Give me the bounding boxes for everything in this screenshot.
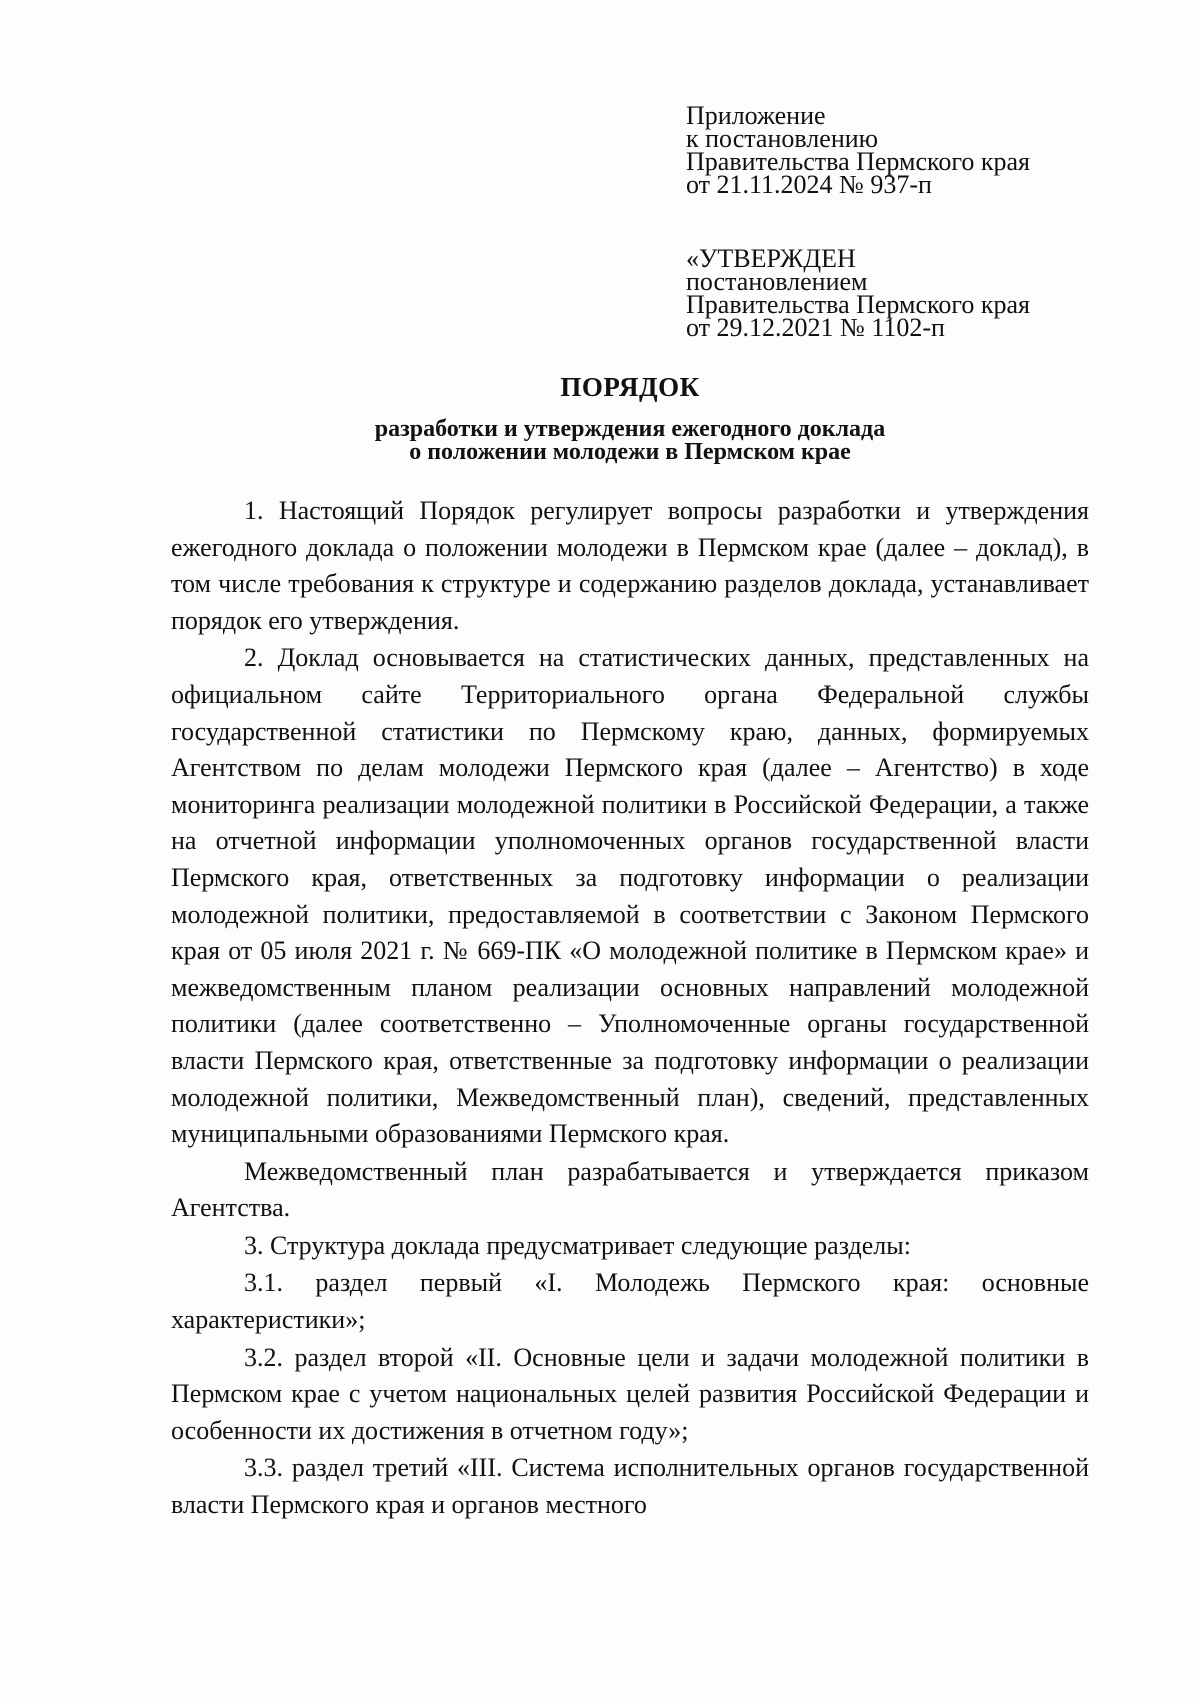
- appendix-line-1: Приложение: [686, 101, 826, 130]
- appendix-line-2: к постановлению: [686, 124, 879, 153]
- document-title: ПОРЯДОК: [560, 372, 700, 402]
- appendix-line-4: от 21.11.2024 № 937-п: [686, 170, 932, 199]
- paragraph-7: 3.3. раздел третий «III. Система исполнительных органов государственной власти Пермского края и органов местного: [171, 1453, 1089, 1520]
- paragraph-2: 2. Доклад основывается на статистических данных, представленных на официальном сайте Территориального органа Федеральной службы государственной статистики по Пермскому краю, данных, формируемых Агентством по делам молодежи Пермского края (далее – Агентство) в ходе мониторинга реализации молодежной политики в Российской Федерации, а также на отчетной информации уполномоченных органов государственной власти Пермского края, ответственных за подготовку информации о реализации молодежной политики, предоставляемой в соответствии с Законом Пермского края от 05 июля 2021 г. № 669-ПК «О молодежной политике в Пермском крае» и межведомственным планом реализации основных направлений молодежной политики (далее соответственно – Уполномоченные органы государственной власти Пермского края, ответственные за подготовку информации о реализации молодежной политики, Межведомственный план), сведений, представленных муниципальными образованиями Пермского края.: [171, 643, 1089, 1149]
- paragraph-6: 3.2. раздел второй «II. Основные цели и задачи молодежной политики в Пермском крае с учетом национальных целей развития Российской Федерации и особенности их достижения в отчетном году»;: [171, 1342, 1089, 1445]
- subtitle-line-1: разработки и утверждения ежегодного доклада: [374, 416, 886, 442]
- paragraph-3: Межведомственный план разрабатывается и утверждается приказом Агентства.: [171, 1156, 1089, 1223]
- document-body: [171, 493, 1089, 1524]
- paragraph-1: 1. Настоящий Порядок регулирует вопросы разработки и утверждения ежегодного доклада о положении молодежи в Пермском крае (далее – доклад), в том числе требования к структуре и содержанию разделов доклада, устанавливает порядок его утверждения.: [171, 496, 1089, 635]
- approved-line-3: Правительства Пермского края: [686, 290, 1030, 319]
- approved-line-1: «УТВЕРЖДЕН: [686, 244, 856, 273]
- appendix-header: [686, 101, 1126, 199]
- approved-header: [686, 244, 1126, 342]
- subtitle-line-2: о положении молодежи в Пермском крае: [409, 439, 851, 465]
- paragraph-4: 3. Структура доклада предусматривает следующие разделы:: [244, 1230, 911, 1260]
- appendix-line-3: Правительства Пермского края: [686, 147, 1030, 176]
- approved-line-4: от 29.12.2021 № 1102-п: [686, 313, 945, 342]
- paragraph-5: 3.1. раздел первый «I. Молодежь Пермского края: основные характеристики»;: [171, 1268, 1089, 1335]
- approved-line-2: постановлением: [686, 267, 868, 296]
- document-subtitle: [0, 418, 1200, 464]
